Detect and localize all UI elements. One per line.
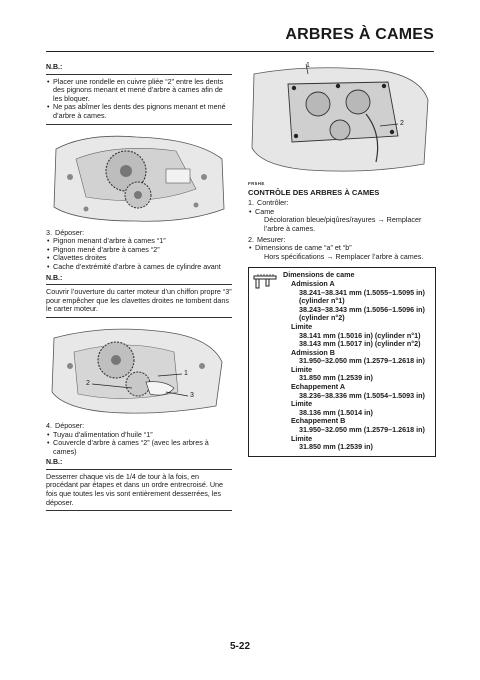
step-heading: Déposer:: [55, 227, 85, 237]
caliper-icon: [252, 272, 278, 292]
step-item: • Pignon mené d’arbre à cames “2”: [46, 246, 232, 255]
step-heading: Déposer:: [55, 420, 85, 430]
right-column: [248, 64, 434, 457]
title-rule: [46, 51, 434, 52]
note-text: Desserrer chaque vis de 1/4 de tour à la fois, en procédant par étapes et dans un ordre entrecroisé. Une fois que toutes les vis sont entièrement desserrées, les déposer.: [46, 471, 224, 507]
spec-line: Admission A: [291, 278, 335, 288]
step-number: 2.: [248, 234, 254, 244]
note-end-rule: [46, 124, 232, 125]
step-1: [248, 199, 434, 233]
figure-crankcase-rag: [46, 322, 232, 418]
step-items: [248, 208, 434, 217]
spec-line: 38.136 mm (1.5014 in): [299, 407, 373, 417]
step-item: • Pignon menant d’arbre à cames “1”: [46, 237, 232, 246]
step-heading: Contrôler:: [257, 198, 289, 208]
note-end-rule: [46, 510, 232, 511]
spec-line: 38.243–38.343 mm (1.5056–1.5096 in) (cylinder n°2): [299, 304, 425, 323]
spec-line: 31.850 mm (1.2539 in): [299, 373, 373, 383]
section-title: CONTRÔLE DES ARBRES À CAMES: [248, 187, 380, 197]
spec-line: 38.236–38.336 mm (1.5054–1.5093 in): [299, 390, 425, 400]
spec-line: 38.143 mm (1.5017 in) (cylinder n°2): [299, 339, 421, 349]
step-detail: Décoloration bleue/piqûres/rayures → Remplacer l’arbre à cames.: [264, 215, 422, 233]
step-4: [46, 422, 232, 456]
page-number: 5-22: [229, 641, 250, 652]
spec-list: [281, 268, 435, 455]
callout-1: 1: [306, 62, 310, 69]
step-detail: Hors spécifications → Remplacer l’arbre à cames.: [264, 251, 424, 261]
callout-3: 3: [190, 391, 194, 399]
engine-illustration: [248, 64, 434, 176]
note-label: N.B.:: [46, 64, 232, 75]
callout-1: 1: [184, 369, 188, 377]
step-number: 3.: [46, 227, 52, 237]
note-bullet: • Placer une rondelle en cuivre pliée “2” entre les dents des pignons menant et mené d’arbre à cames afin de les bloquer.: [46, 78, 232, 104]
step-item: • Clavettes droites: [46, 254, 232, 263]
note-label: N.B.:: [46, 275, 232, 286]
engine-illustration: [46, 129, 232, 225]
engine-illustration: [46, 322, 232, 418]
section-code: FR5HE: [248, 181, 265, 186]
step-number: 1.: [248, 198, 254, 208]
spec-line: 38.141 mm (1.5016 in) (cylinder n°1): [299, 330, 421, 340]
step-number: 4.: [46, 420, 52, 430]
spec-line: Limite: [291, 321, 313, 331]
spec-line: Limite: [291, 399, 313, 409]
step-3: [46, 229, 232, 272]
step-items: [46, 237, 232, 271]
spec-line: 31.850 mm (1.2539 in): [299, 442, 373, 452]
left-column: [46, 64, 232, 511]
page-title: ARBRES À CAMES: [285, 26, 434, 43]
step-item: • Couvercle d’arbre à cames “2” (avec les arbres à cames): [46, 439, 232, 456]
spec-line: Limite: [291, 433, 313, 443]
callout-2: 2: [86, 379, 90, 387]
note-end-rule: [46, 317, 232, 318]
figure-camshaft-sprockets: [46, 129, 232, 225]
step-items: [248, 244, 434, 253]
note-bullet: • Ne pas abîmer les dents des pignons menant et mené d’arbre à cames.: [46, 103, 232, 120]
spec-line: 38.241–38.341 mm (1.5055–1.5095 in) (cylinder n°1): [299, 287, 425, 306]
spec-box: [248, 267, 436, 456]
step-item: • Cache d’extrémité d’arbre à cames de cylindre avant: [46, 263, 232, 272]
step-item: • Dimensions de came “a” et “b”: [248, 244, 434, 253]
spec-line: 31.950–32.050 mm (1.2579–1.2618 in): [299, 425, 425, 435]
note-bullets: [46, 78, 232, 121]
callout-2: 2: [400, 120, 404, 127]
step-item: • Tuyau d’alimentation d’huile “1”: [46, 431, 232, 440]
spec-line: Echappement A: [291, 382, 346, 392]
spec-line: Echappement B: [291, 416, 346, 426]
step-heading: Mesurer:: [257, 234, 286, 244]
spec-line: Admission B: [291, 347, 335, 357]
figure-camshaft-cover: [248, 64, 434, 176]
step-2: [248, 236, 434, 262]
spec-line: 31.950–32.050 mm (1.2579–1.2618 in): [299, 356, 425, 366]
note-text: Couvrir l’ouverture du carter moteur d’un chiffon propre “3” pour empêcher que les clavettes droites ne tombent dans le carter moteur.: [46, 287, 232, 314]
step-item: • Came: [248, 208, 434, 217]
step-items: [46, 431, 232, 457]
spec-line: Limite: [291, 364, 313, 374]
spec-line: Dimensions de came: [283, 270, 355, 280]
note-label: N.B.:: [46, 459, 232, 470]
